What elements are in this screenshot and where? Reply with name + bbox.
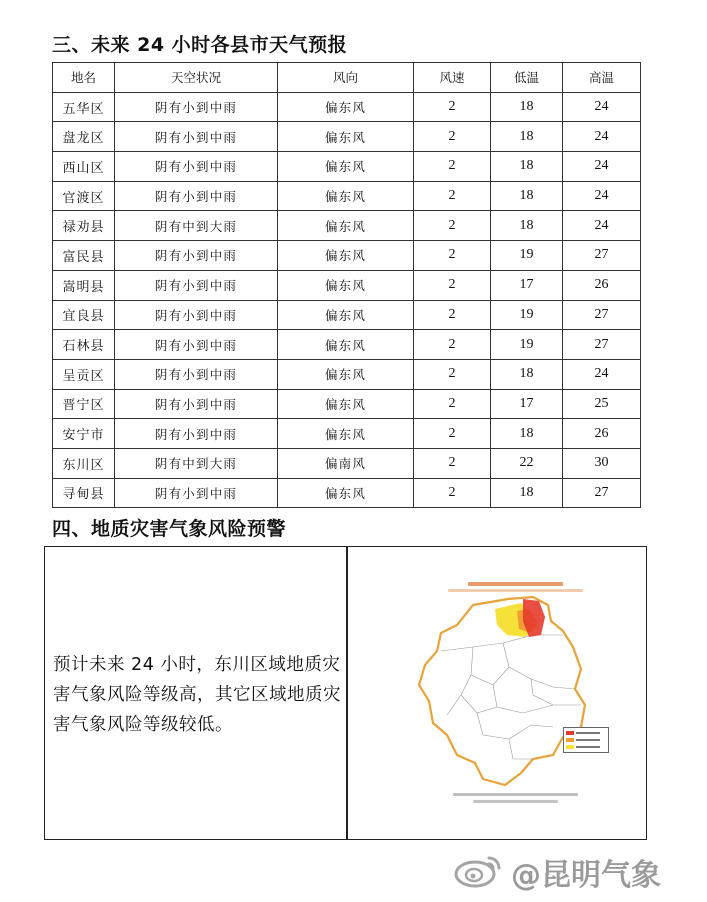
map-title-bar [468, 582, 563, 586]
table-row [53, 270, 641, 300]
cell-wind-direction: 偏东风 [278, 359, 414, 389]
cell-low-temp: 18 [491, 211, 563, 241]
cell-high-temp: 27 [563, 300, 641, 330]
cell-low-temp: 18 [491, 181, 563, 211]
cell-wind-speed: 2 [414, 359, 491, 389]
cell-location: 东川区 [53, 448, 115, 478]
cell-location: 石林县 [53, 330, 115, 360]
cell-high-temp: 24 [563, 122, 641, 152]
cell-wind-direction: 偏东风 [278, 300, 414, 330]
cell-location: 晋宁区 [53, 389, 115, 419]
cell-wind-speed: 2 [414, 92, 491, 122]
cell-low-temp: 18 [491, 478, 563, 508]
table-row [53, 300, 641, 330]
risk-warning-box [44, 546, 647, 840]
cell-high-temp: 25 [563, 389, 641, 419]
cell-wind-direction: 偏东风 [278, 181, 414, 211]
cell-high-temp: 27 [563, 330, 641, 360]
table-row [53, 152, 641, 182]
cell-wind-speed: 2 [414, 152, 491, 182]
cell-high-temp: 26 [563, 419, 641, 449]
header-wind-speed: 风速 [414, 63, 491, 93]
cell-low-temp: 17 [491, 270, 563, 300]
cell-high-temp: 30 [563, 448, 641, 478]
table-row [53, 92, 641, 122]
cell-sky: 阴有小到中雨 [115, 152, 278, 182]
cell-wind-speed: 2 [414, 448, 491, 478]
cell-location: 安宁市 [53, 419, 115, 449]
legend-medium [566, 738, 606, 743]
cell-sky: 阴有小到中雨 [115, 300, 278, 330]
cell-sky: 阴有小到中雨 [115, 270, 278, 300]
header-location: 地名 [53, 63, 115, 93]
cell-low-temp: 22 [491, 448, 563, 478]
cell-high-temp: 24 [563, 359, 641, 389]
cell-low-temp: 18 [491, 419, 563, 449]
cell-high-temp: 24 [563, 92, 641, 122]
risk-map [413, 577, 633, 822]
table-row [53, 448, 641, 478]
header-wind-direction: 风向 [278, 63, 414, 93]
cell-wind-speed: 2 [414, 478, 491, 508]
table-row [53, 241, 641, 271]
cell-high-temp: 26 [563, 270, 641, 300]
map-footer-bar-2 [473, 800, 558, 803]
cell-wind-speed: 2 [414, 330, 491, 360]
cell-location: 富民县 [53, 241, 115, 271]
risk-description: 预计未来 24 小时，东川区域地质灾害气象风险等级高，其它区域地质灾害气象风险等级较低。 [53, 655, 341, 735]
map-shape [413, 595, 633, 810]
cell-location: 嵩明县 [53, 270, 115, 300]
cell-low-temp: 18 [491, 92, 563, 122]
cell-location: 寻甸县 [53, 478, 115, 508]
cell-location: 呈贡区 [53, 359, 115, 389]
cell-wind-speed: 2 [414, 211, 491, 241]
header-sky: 天空状况 [115, 63, 278, 93]
cell-wind-speed: 2 [414, 270, 491, 300]
cell-high-temp: 27 [563, 241, 641, 271]
cell-sky: 阴有小到中雨 [115, 241, 278, 271]
cell-sky: 阴有小到中雨 [115, 419, 278, 449]
cell-low-temp: 18 [491, 359, 563, 389]
cell-high-temp: 24 [563, 181, 641, 211]
cell-high-temp: 24 [563, 211, 641, 241]
cell-sky: 阴有小到中雨 [115, 389, 278, 419]
header-low-temp: 低温 [491, 63, 563, 93]
cell-high-temp: 24 [563, 152, 641, 182]
cell-sky: 阴有中到大雨 [115, 448, 278, 478]
map-footer-bar [453, 793, 578, 796]
section3-title: 三、未来 24 小时各县市天气预报 [52, 34, 348, 56]
weibo-watermark [453, 846, 703, 894]
cell-wind-direction: 偏东风 [278, 211, 414, 241]
weibo-icon [453, 852, 503, 888]
cell-location: 宜良县 [53, 300, 115, 330]
cell-location: 西山区 [53, 152, 115, 182]
box-divider [346, 547, 348, 839]
cell-high-temp: 27 [563, 478, 641, 508]
cell-location: 禄劝县 [53, 211, 115, 241]
cell-sky: 阴有小到中雨 [115, 359, 278, 389]
cell-low-temp: 18 [491, 122, 563, 152]
cell-wind-direction: 偏东风 [278, 92, 414, 122]
cell-location: 五华区 [53, 92, 115, 122]
map-subtitle-bar [448, 589, 583, 592]
cell-sky: 阴有中到大雨 [115, 211, 278, 241]
cell-wind-direction: 偏东风 [278, 419, 414, 449]
cell-sky: 阴有小到中雨 [115, 478, 278, 508]
legend-low [566, 745, 606, 750]
cell-sky: 阴有小到中雨 [115, 122, 278, 152]
cell-sky: 阴有小到中雨 [115, 181, 278, 211]
cell-wind-speed: 2 [414, 389, 491, 419]
cell-wind-speed: 2 [414, 419, 491, 449]
cell-low-temp: 19 [491, 300, 563, 330]
forecast-table [52, 62, 641, 508]
cell-wind-direction: 偏东风 [278, 270, 414, 300]
table-row [53, 211, 641, 241]
cell-location: 盘龙区 [53, 122, 115, 152]
cell-wind-direction: 偏东风 [278, 330, 414, 360]
cell-wind-direction: 偏东风 [278, 478, 414, 508]
cell-sky: 阴有小到中雨 [115, 330, 278, 360]
cell-wind-direction: 偏东风 [278, 241, 414, 271]
cell-location: 官渡区 [53, 181, 115, 211]
table-header-row [53, 63, 641, 93]
section4-title: 四、地质灾害气象风险预警 [52, 518, 287, 540]
cell-wind-speed: 2 [414, 181, 491, 211]
cell-wind-speed: 2 [414, 241, 491, 271]
cell-low-temp: 19 [491, 330, 563, 360]
table-row [53, 478, 641, 508]
cell-wind-direction: 偏东风 [278, 389, 414, 419]
cell-wind-direction: 偏东风 [278, 152, 414, 182]
cell-low-temp: 18 [491, 152, 563, 182]
cell-wind-speed: 2 [414, 300, 491, 330]
header-high-temp: 高温 [563, 63, 641, 93]
cell-wind-direction: 偏南风 [278, 448, 414, 478]
table-row [53, 122, 641, 152]
table-row [53, 419, 641, 449]
legend-high [566, 731, 606, 736]
cell-low-temp: 17 [491, 389, 563, 419]
table-row [53, 330, 641, 360]
watermark-text: @昆明气象 [511, 858, 661, 893]
table-row [53, 389, 641, 419]
cell-wind-direction: 偏东风 [278, 122, 414, 152]
map-legend [563, 727, 609, 753]
cell-low-temp: 19 [491, 241, 563, 271]
cell-sky: 阴有小到中雨 [115, 92, 278, 122]
cell-wind-speed: 2 [414, 122, 491, 152]
table-row [53, 181, 641, 211]
table-row [53, 359, 641, 389]
